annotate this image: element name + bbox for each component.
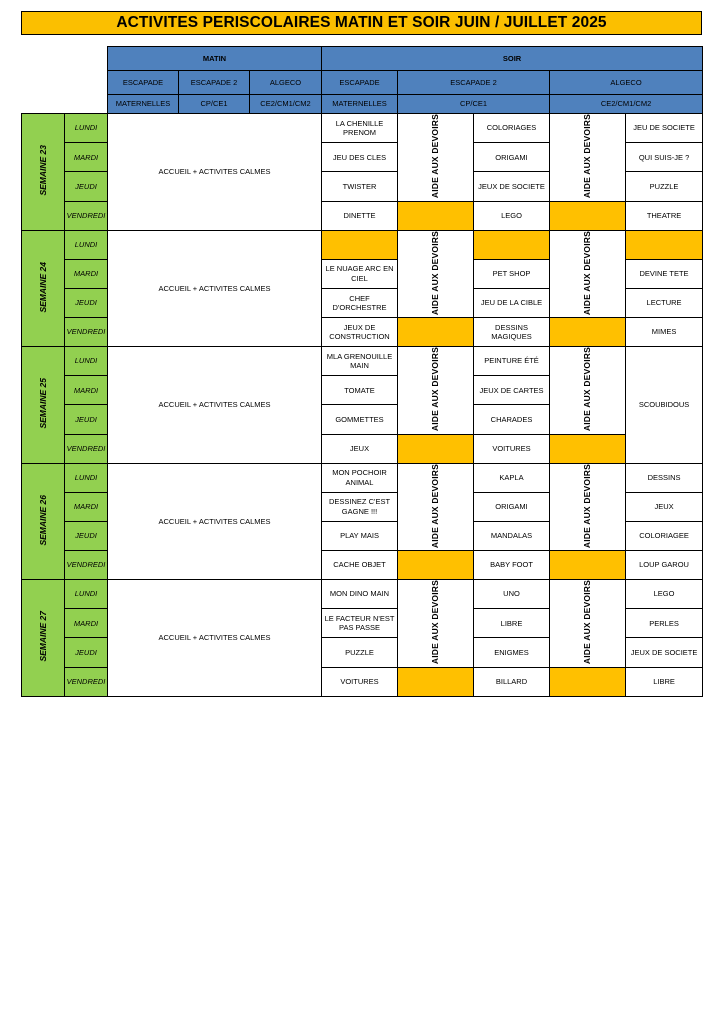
week-label bbox=[22, 114, 65, 231]
day-label: VENDREDI bbox=[65, 318, 108, 347]
group-header: ALGECO bbox=[550, 71, 703, 95]
activity-algeco bbox=[626, 230, 703, 259]
activity-escapade2: UNO bbox=[474, 580, 550, 609]
activity-escapade2: JEU DE LA CIBLE bbox=[474, 288, 550, 317]
aide-aux-devoirs bbox=[398, 347, 474, 435]
activity-escapade: LA CHENILLE PRENOM bbox=[322, 114, 398, 143]
day-label: MARDI bbox=[65, 492, 108, 521]
aide-aux-devoirs-text: AIDE AUX DEVOIRS bbox=[582, 580, 593, 665]
activity-escapade: CHEF D'ORCHESTRE bbox=[322, 288, 398, 317]
level-header: CE2/CM1/CM2 bbox=[250, 95, 322, 114]
day-label: JEUDI bbox=[65, 638, 108, 667]
highlight-cell bbox=[550, 434, 626, 463]
aide-aux-devoirs bbox=[398, 580, 474, 668]
day-label: MARDI bbox=[65, 376, 108, 405]
activity-escapade: JEUX bbox=[322, 434, 398, 463]
activity-escapade bbox=[322, 230, 398, 259]
activity-algeco: JEUX bbox=[626, 492, 703, 521]
day-label: JEUDI bbox=[65, 172, 108, 201]
corner-blank bbox=[22, 47, 108, 71]
activity-escapade: JEUX DE CONSTRUCTION bbox=[322, 318, 398, 347]
activity-escapade2: COLORIAGES bbox=[474, 114, 550, 143]
level-header: CP/CE1 bbox=[179, 95, 250, 114]
group-header: ESCAPADE bbox=[322, 71, 398, 95]
activity-escapade2: PET SHOP bbox=[474, 259, 550, 288]
activity-escapade2: MANDALAS bbox=[474, 521, 550, 550]
activity-escapade2: ORIGAMI bbox=[474, 492, 550, 521]
day-label: JEUDI bbox=[65, 405, 108, 434]
aide-aux-devoirs-text: AIDE AUX DEVOIRS bbox=[430, 463, 441, 548]
group-header: ESCAPADE 2 bbox=[179, 71, 250, 95]
day-label: VENDREDI bbox=[65, 551, 108, 580]
morning-activity: ACCUEIL + ACTIVITES CALMES bbox=[108, 463, 322, 580]
aide-aux-devoirs bbox=[398, 114, 474, 202]
level-header: MATERNELLES bbox=[108, 95, 179, 114]
activity-escapade: DESSINEZ C'EST GAGNE !!! bbox=[322, 492, 398, 521]
table-row bbox=[22, 114, 703, 143]
aide-aux-devoirs-text: AIDE AUX DEVOIRS bbox=[430, 580, 441, 665]
activity-escapade2: LIBRE bbox=[474, 609, 550, 638]
activity-algeco: SCOUBIDOUS bbox=[626, 347, 703, 464]
aide-aux-devoirs bbox=[550, 463, 626, 551]
activity-escapade: VOITURES bbox=[322, 667, 398, 696]
aide-aux-devoirs-text: AIDE AUX DEVOIRS bbox=[582, 347, 593, 432]
activity-algeco: QUI SUIS-JE ? bbox=[626, 143, 703, 172]
activity-algeco: JEU DE SOCIETE bbox=[626, 114, 703, 143]
activity-escapade: PUZZLE bbox=[322, 638, 398, 667]
table-row bbox=[22, 230, 703, 259]
activity-escapade2: BABY FOOT bbox=[474, 551, 550, 580]
activity-escapade: TOMATE bbox=[322, 376, 398, 405]
activity-algeco: PUZZLE bbox=[626, 172, 703, 201]
level-header: CP/CE1 bbox=[398, 95, 550, 114]
aide-aux-devoirs-text: AIDE AUX DEVOIRS bbox=[430, 230, 441, 315]
corner-blank bbox=[22, 95, 108, 114]
activity-algeco: LEGO bbox=[626, 580, 703, 609]
aide-aux-devoirs-text: AIDE AUX DEVOIRS bbox=[582, 114, 593, 199]
header-soir: SOIR bbox=[322, 47, 703, 71]
highlight-cell bbox=[398, 318, 474, 347]
activity-algeco: JEUX DE SOCIETE bbox=[626, 638, 703, 667]
level-header: CE2/CM1/CM2 bbox=[550, 95, 703, 114]
day-label: LUNDI bbox=[65, 230, 108, 259]
page-title: ACTIVITES PERISCOLAIRES MATIN ET SOIR JUIN / JUILLET 2025 bbox=[21, 11, 702, 35]
week-label-text: SEMAINE 23 bbox=[37, 145, 48, 196]
aide-aux-devoirs bbox=[550, 580, 626, 668]
activity-algeco: DESSINS bbox=[626, 463, 703, 492]
aide-aux-devoirs-text: AIDE AUX DEVOIRS bbox=[582, 230, 593, 315]
activity-escapade: JEU DES CLES bbox=[322, 143, 398, 172]
aide-aux-devoirs-text: AIDE AUX DEVOIRS bbox=[430, 114, 441, 199]
morning-activity: ACCUEIL + ACTIVITES CALMES bbox=[108, 580, 322, 697]
group-header: ESCAPADE 2 bbox=[398, 71, 550, 95]
activity-algeco: COLORIAGEE bbox=[626, 521, 703, 550]
activity-escapade2 bbox=[474, 230, 550, 259]
highlight-cell bbox=[398, 434, 474, 463]
week-label-text: SEMAINE 26 bbox=[37, 494, 48, 546]
day-label: LUNDI bbox=[65, 114, 108, 143]
activity-escapade2: JEUX DE SOCIETE bbox=[474, 172, 550, 201]
activity-algeco: THEATRE bbox=[626, 201, 703, 230]
day-label: LUNDI bbox=[65, 580, 108, 609]
week-label-text: SEMAINE 24 bbox=[37, 261, 48, 313]
day-label: JEUDI bbox=[65, 288, 108, 317]
activity-escapade: LE FACTEUR N'EST PAS PASSE bbox=[322, 609, 398, 638]
table-row bbox=[22, 580, 703, 609]
aide-aux-devoirs bbox=[398, 230, 474, 318]
activity-escapade: PLAY MAIS bbox=[322, 521, 398, 550]
activity-escapade: LE NUAGE ARC EN CIEL bbox=[322, 259, 398, 288]
activity-algeco: DEVINE TETE bbox=[626, 259, 703, 288]
day-label: LUNDI bbox=[65, 347, 108, 376]
day-label: MARDI bbox=[65, 259, 108, 288]
aide-aux-devoirs bbox=[550, 114, 626, 202]
corner-blank bbox=[22, 71, 108, 95]
morning-activity: ACCUEIL + ACTIVITES CALMES bbox=[108, 114, 322, 231]
week-label-text: SEMAINE 25 bbox=[37, 378, 48, 429]
activity-escapade2: BILLARD bbox=[474, 667, 550, 696]
highlight-cell bbox=[398, 201, 474, 230]
highlight-cell bbox=[398, 551, 474, 580]
activity-escapade2: LEGO bbox=[474, 201, 550, 230]
level-header: MATERNELLES bbox=[322, 95, 398, 114]
highlight-cell bbox=[550, 551, 626, 580]
day-label: VENDREDI bbox=[65, 201, 108, 230]
aide-aux-devoirs bbox=[550, 230, 626, 318]
activity-escapade2: VOITURES bbox=[474, 434, 550, 463]
activity-algeco: LOUP GAROU bbox=[626, 551, 703, 580]
activity-escapade2: KAPLA bbox=[474, 463, 550, 492]
activity-algeco: LECTURE bbox=[626, 288, 703, 317]
table-row bbox=[22, 347, 703, 376]
highlight-cell bbox=[550, 667, 626, 696]
day-label: VENDREDI bbox=[65, 667, 108, 696]
highlight-cell bbox=[398, 667, 474, 696]
schedule-body bbox=[22, 47, 703, 697]
day-label: LUNDI bbox=[65, 463, 108, 492]
activity-escapade2: ENIGMES bbox=[474, 638, 550, 667]
day-label: JEUDI bbox=[65, 521, 108, 550]
week-label-text: SEMAINE 27 bbox=[37, 611, 48, 662]
activity-escapade: GOMMETTES bbox=[322, 405, 398, 434]
aide-aux-devoirs bbox=[550, 347, 626, 435]
activity-escapade: DINETTE bbox=[322, 201, 398, 230]
aide-aux-devoirs-text: AIDE AUX DEVOIRS bbox=[430, 347, 441, 432]
activity-escapade: CACHE OBJET bbox=[322, 551, 398, 580]
week-label bbox=[22, 230, 65, 347]
activity-escapade2: DESSINS MAGIQUES bbox=[474, 318, 550, 347]
week-label bbox=[22, 463, 65, 580]
activity-escapade2: PEINTURE ÉTÉ bbox=[474, 347, 550, 376]
day-label: VENDREDI bbox=[65, 434, 108, 463]
highlight-cell bbox=[550, 201, 626, 230]
day-label: MARDI bbox=[65, 143, 108, 172]
group-header: ALGECO bbox=[250, 71, 322, 95]
week-label bbox=[22, 580, 65, 697]
highlight-cell bbox=[550, 318, 626, 347]
schedule-table bbox=[21, 46, 703, 697]
morning-activity: ACCUEIL + ACTIVITES CALMES bbox=[108, 347, 322, 464]
activity-escapade2: CHARADES bbox=[474, 405, 550, 434]
group-header: ESCAPADE bbox=[108, 71, 179, 95]
week-label bbox=[22, 347, 65, 464]
aide-aux-devoirs-text: AIDE AUX DEVOIRS bbox=[582, 463, 593, 548]
activity-algeco: PERLES bbox=[626, 609, 703, 638]
activity-escapade: TWISTER bbox=[322, 172, 398, 201]
header-matin: MATIN bbox=[108, 47, 322, 71]
activity-escapade: MON DINO MAIN bbox=[322, 580, 398, 609]
morning-activity: ACCUEIL + ACTIVITES CALMES bbox=[108, 230, 322, 347]
activity-algeco: MIMES bbox=[626, 318, 703, 347]
day-label: MARDI bbox=[65, 609, 108, 638]
activity-algeco: LIBRE bbox=[626, 667, 703, 696]
activity-escapade2: ORIGAMI bbox=[474, 143, 550, 172]
activity-escapade2: JEUX DE CARTES bbox=[474, 376, 550, 405]
aide-aux-devoirs bbox=[398, 463, 474, 551]
activity-escapade: MLA GRENOUILLE MAIN bbox=[322, 347, 398, 376]
table-row bbox=[22, 463, 703, 492]
activity-escapade: MON POCHOIR ANIMAL bbox=[322, 463, 398, 492]
